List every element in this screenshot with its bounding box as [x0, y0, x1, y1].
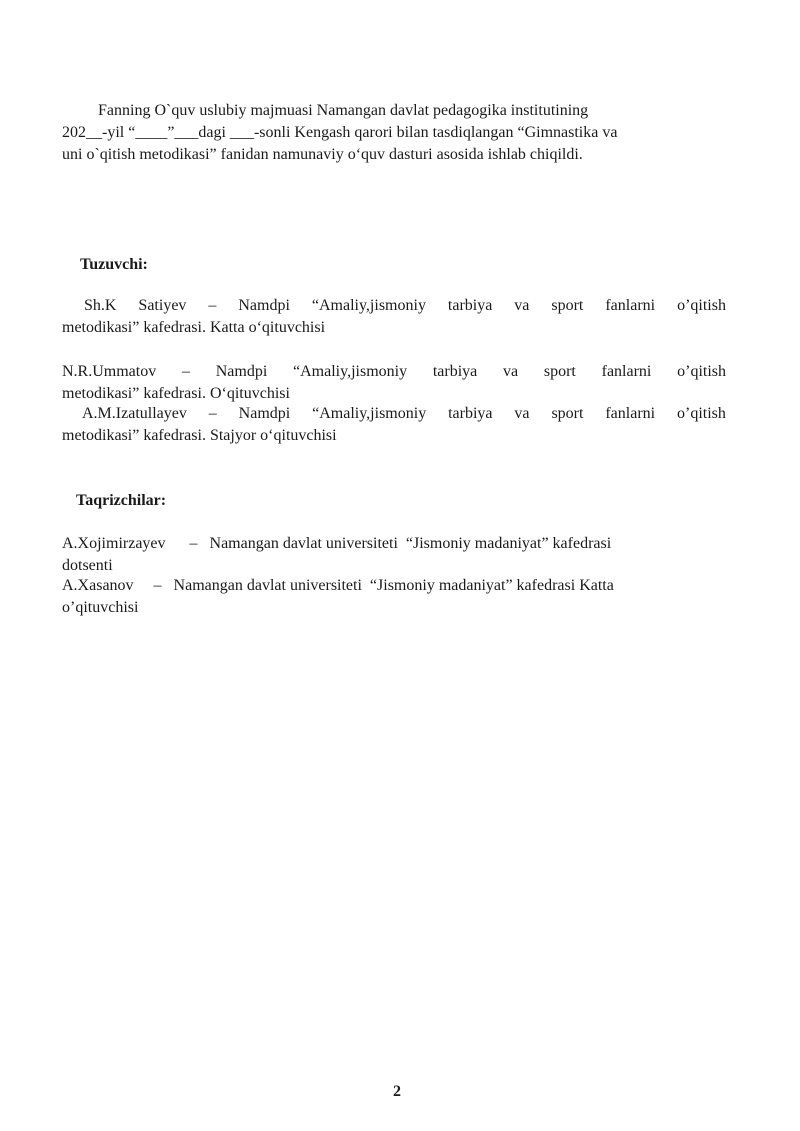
author-2-word: tarbiya [432, 363, 478, 380]
author-1-line-2: metodikasi” kafedrasi. Katta o‘qituvchisi [62, 319, 326, 336]
author-1-word: tarbiya [447, 297, 493, 314]
author-2-word: o’qitish [677, 363, 726, 380]
author-1-word: Namdpi [238, 297, 290, 314]
author-1-word: o’qitish [677, 297, 726, 314]
author-1-word: va [514, 297, 530, 314]
intro-line-1: Fanning O`quv uslubiy majmuasi Namangan davlat pedagogika institutining [98, 102, 589, 119]
taqrizchilar-heading: Taqrizchilar: [76, 492, 167, 509]
reviewer-entry-2 [62, 575, 722, 619]
reviewer-entry-1 [62, 533, 712, 577]
author-3-word: fanlarni [605, 405, 656, 422]
page-number: 2 [393, 1083, 401, 1100]
author-3-word: va [514, 405, 530, 422]
reviewer-1-line-2: dotsenti [62, 557, 113, 574]
author-3-line-2: metodikasi” kafedrasi. Stajyor o‘qituvchisi [62, 427, 337, 444]
author-2-line-1 [62, 361, 726, 383]
intro-line-2: 202__-yil “____”___dagi ___-sonli Kengash qarori bilan tasdiqlangan “Gimnastika va [62, 124, 618, 141]
author-2-word: – [181, 363, 190, 380]
author-2-word: “Amaliy,jismoniy [293, 363, 408, 380]
author-3-word: “Amaliy,jismoniy [312, 405, 427, 422]
author-1-word: fanlarni [605, 297, 656, 314]
reviewer-1-line-1: A.Xojimirzayev – Namangan davlat universiteti “Jismoniy madaniyat” kafedrasi [62, 535, 612, 552]
intro-line-3: uni o`qitish metodikasi” fanidan namunaviy o‘quv dasturi asosida ishlab chiqildi. [62, 146, 583, 163]
author-1-word: Sh.K [84, 297, 117, 314]
intro-paragraph [62, 100, 732, 166]
author-3-line-1 [62, 403, 726, 425]
author-3-word: A.M.Izatullayev [82, 405, 187, 422]
author-1-word: – [208, 297, 217, 314]
author-3-word: tarbiya [448, 405, 493, 422]
author-2-word: N.R.Ummatov [62, 363, 157, 380]
author-1-word: Satiyev [138, 297, 187, 314]
author-2-word: va [503, 363, 519, 380]
author-3-word: sport [551, 405, 584, 422]
author-entry-2 [62, 361, 726, 405]
author-2-word: Namdpi [215, 363, 268, 380]
reviewer-2-line-1: A.Xasanov – Namangan davlat universiteti “Jismoniy madaniyat” kafedrasi Katta [62, 577, 614, 594]
author-2-line-2: metodikasi” kafedrasi. O‘qituvchisi [62, 385, 290, 402]
author-3-word: – [208, 405, 217, 422]
author-2-word: sport [543, 363, 576, 380]
reviewer-2-line-2: o’qituvchisi [62, 599, 139, 616]
author-entry-3 [62, 403, 726, 447]
author-3-word: o’qitish [677, 405, 726, 422]
author-1-line-1 [62, 295, 726, 317]
author-2-word: fanlarni [601, 363, 652, 380]
author-3-word: Namdpi [238, 405, 291, 422]
author-1-word: “Amaliy,jismoniy [311, 297, 426, 314]
tuzuvchi-heading: Tuzuvchi: [80, 256, 148, 273]
author-entry-1 [62, 295, 726, 339]
author-1-word: sport [551, 297, 584, 314]
